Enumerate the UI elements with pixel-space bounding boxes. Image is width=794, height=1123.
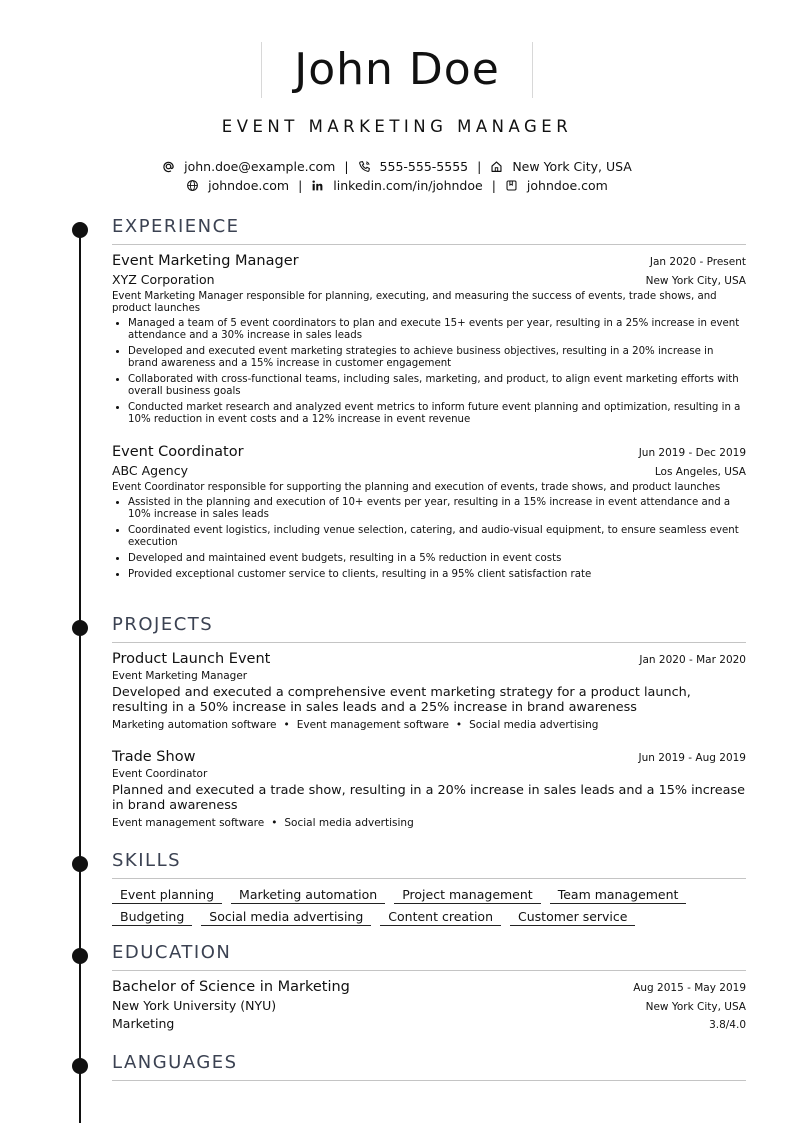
role-summary: Event Marketing Manager responsible for planning, executing, and measuring the success of events, trade shows, and product launches <box>112 291 717 314</box>
timeline-dot <box>72 222 88 238</box>
separator: | <box>344 159 349 174</box>
keyword-separator: • <box>271 817 278 829</box>
website-text: johndoe.com <box>208 178 290 193</box>
education-entry <box>112 979 746 1031</box>
list-item: • Conducted market research and analyzed event metrics to inform future event planning and optimization, resulting in a 10% reduction in event costs and a 12% increase in event revenue <box>128 402 746 426</box>
contact-row-1 <box>0 159 794 174</box>
timeline-dot <box>72 856 88 872</box>
company-name: XYZ Corporation <box>112 272 215 287</box>
separator: | <box>298 178 303 193</box>
location: New York City, USA <box>645 1001 746 1013</box>
portfolio-text: johndoe.com <box>526 178 608 193</box>
skill-tag: Marketing automation <box>231 887 385 904</box>
degree-title: Bachelor of Science in Marketing <box>112 979 350 995</box>
list-item: • Assisted in the planning and execution of 10+ events per year, resulting in a 15% increase in event attendance and a 10% increase in sales leads <box>128 497 746 521</box>
phone-text: 555-555-5555 <box>379 159 469 174</box>
project-keywords <box>112 719 746 731</box>
section-title-experience: EXPERIENCE <box>112 216 746 245</box>
section-title-languages: LANGUAGES <box>112 1052 746 1081</box>
keyword-separator: • <box>283 719 290 731</box>
date-range: Jan 2020 - Mar 2020 <box>639 654 746 666</box>
location-text: New York City, USA <box>512 159 632 174</box>
achievement-list <box>112 318 746 426</box>
keyword: Marketing automation software <box>112 719 277 731</box>
section-title-skills: SKILLS <box>112 850 746 879</box>
job-title: EVENT MARKETING MANAGER <box>221 117 573 136</box>
keyword: Social media advertising <box>284 817 414 829</box>
project-entry <box>112 651 746 731</box>
portfolio-icon <box>505 179 518 192</box>
keyword: Social media advertising <box>469 719 599 731</box>
contact-row-2 <box>0 178 794 193</box>
gpa: 3.8/4.0 <box>709 1019 746 1031</box>
list-item: • Collaborated with cross-functional teams, including sales, marketing, and product, to align event marketing efforts with overall business goals <box>128 374 746 398</box>
date-range: Jan 2020 - Present <box>649 256 746 268</box>
candidate-name: John Doe <box>261 42 533 98</box>
date-range: Jun 2019 - Dec 2019 <box>638 447 746 459</box>
list-item: • Managed a team of 5 event coordinators to plan and execute 15+ events per year, resulting in a 25% increase in event attendance and a 30% increase in sales leads <box>128 318 746 342</box>
location: New York City, USA <box>645 275 746 287</box>
header <box>0 42 794 98</box>
timeline-dot <box>72 1058 88 1074</box>
experience-entry <box>112 444 746 585</box>
home-icon <box>490 160 503 173</box>
list-item: • Provided exceptional customer service to clients, resulting in a 95% client satisfaction rate <box>128 569 746 581</box>
contact-email[interactable] <box>162 159 335 174</box>
at-icon <box>162 160 175 173</box>
list-item: • Coordinated event logistics, including venue selection, catering, and audio-visual equipment, to ensure seamless event execution <box>128 525 746 549</box>
field-of-study: Marketing <box>112 1016 175 1031</box>
date-range: Aug 2015 - May 2019 <box>633 982 746 994</box>
phone-icon <box>358 160 371 173</box>
list-item: • Developed and maintained event budgets, resulting in a 5% reduction in event costs <box>128 553 746 565</box>
location: Los Angeles, USA <box>654 466 746 478</box>
company-name: ABC Agency <box>112 463 188 478</box>
keyword: Event management software <box>112 817 265 829</box>
contact-phone[interactable] <box>358 159 469 174</box>
project-keywords <box>112 817 746 829</box>
school-name: New York University (NYU) <box>112 998 277 1013</box>
position-title: Event Marketing Manager <box>112 253 299 269</box>
globe-icon <box>186 179 199 192</box>
project-title: Trade Show <box>112 749 196 765</box>
position-title: Event Coordinator <box>112 444 244 460</box>
skill-tag: Customer service <box>510 909 635 926</box>
skill-tag: Team management <box>550 887 687 904</box>
project-entry <box>112 749 746 829</box>
contact-portfolio[interactable] <box>505 178 608 193</box>
timeline-dot <box>72 620 88 636</box>
separator: | <box>491 178 496 193</box>
keyword: Event management software <box>296 719 449 731</box>
linkedin-icon <box>311 179 324 192</box>
date-range: Jun 2019 - Aug 2019 <box>638 752 746 764</box>
achievement-list <box>112 497 746 581</box>
skill-tag: Budgeting <box>112 909 192 926</box>
timeline-dot <box>72 948 88 964</box>
list-item: • Developed and executed event marketing strategies to achieve business objectives, resulting in a 20% increase in brand awareness and a 15% increase in customer engagement <box>128 346 746 370</box>
skill-tag: Content creation <box>380 909 501 926</box>
skills-list <box>112 887 752 931</box>
skill-tag: Event planning <box>112 887 222 904</box>
skill-tag: Project management <box>394 887 540 904</box>
skill-tag: Social media advertising <box>201 909 371 926</box>
email-text: john.doe@example.com <box>184 159 336 174</box>
timeline-line <box>79 230 81 1123</box>
project-role: Event Marketing Manager <box>112 670 248 682</box>
contact-website[interactable] <box>186 178 289 193</box>
contact-linkedin[interactable] <box>311 178 482 193</box>
role-summary: Event Coordinator responsible for supporting the planning and execution of events, trade shows, and product launches <box>112 482 721 493</box>
keyword-separator: • <box>455 719 463 731</box>
project-role: Event Coordinator <box>112 768 208 780</box>
project-title: Product Launch Event <box>112 651 271 667</box>
project-description: Developed and executed a comprehensive event marketing strategy for a product launch, resulting in a 50% increase in sales leads and a 25% increase in brand awareness <box>112 685 691 715</box>
section-title-projects: PROJECTS <box>112 614 746 643</box>
experience-entry <box>112 253 746 430</box>
linkedin-text: linkedin.com/in/johndoe <box>333 178 483 193</box>
contact-location <box>490 159 632 174</box>
project-description: Planned and executed a trade show, resulting in a 20% increase in sales leads and a 15% increase in brand awareness <box>112 783 746 813</box>
separator: | <box>477 159 482 174</box>
section-title-education: EDUCATION <box>112 942 746 971</box>
